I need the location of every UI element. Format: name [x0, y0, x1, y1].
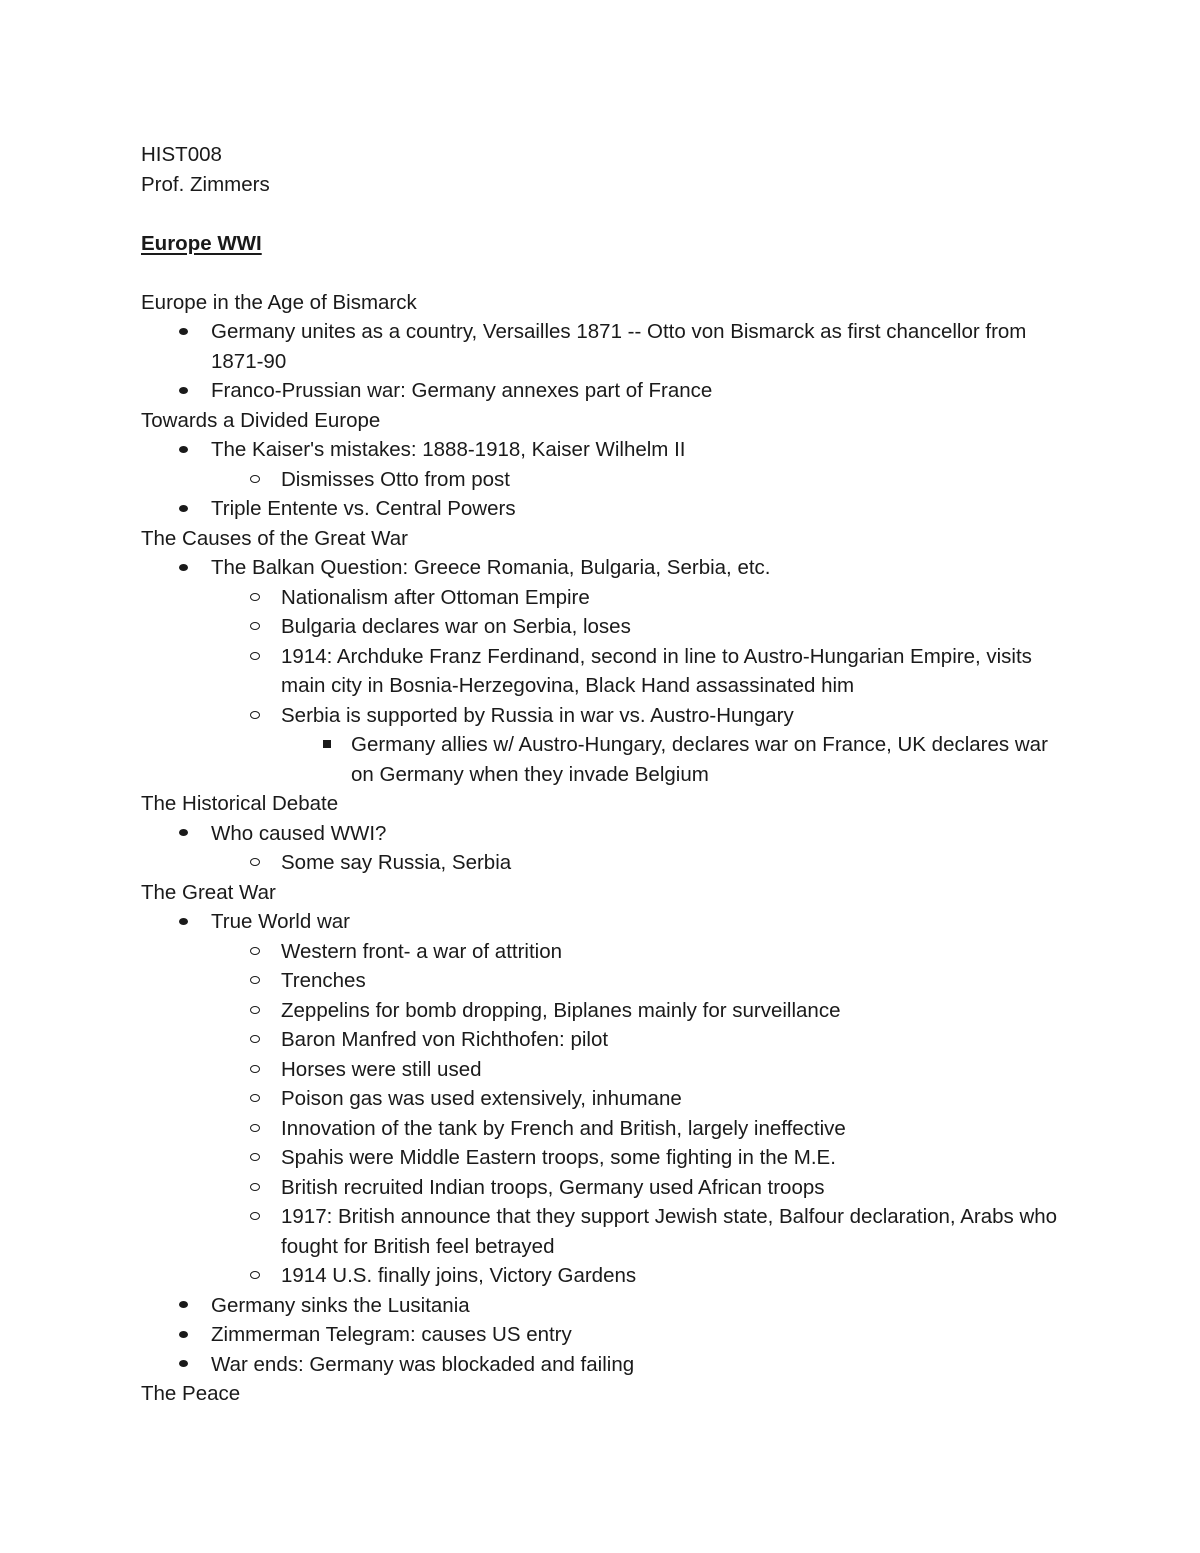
list-item-text: 1914 U.S. finally joins, Victory Gardens	[281, 1264, 637, 1287]
list-item-text: Nationalism after Ottoman Empire	[281, 585, 590, 609]
document-page	[141, 140, 1071, 1409]
bullet-circle-icon	[245, 1173, 265, 1203]
list-item	[211, 1202, 1071, 1261]
list-item-text: Triple Entente vs. Central Powers	[211, 497, 516, 520]
bullet-disc-icon	[173, 435, 193, 465]
list-item	[141, 317, 1071, 376]
bullet-circle-icon	[245, 848, 265, 878]
list-item-text: Some say Russia, Serbia	[281, 851, 512, 874]
list-item-text: Serbia is supported by Russia in war vs. Austro-Hungary	[281, 703, 794, 727]
bullet-circle-icon	[245, 1202, 265, 1232]
bullet-list-level-2	[211, 848, 1071, 878]
list-item-text: True World war	[211, 910, 350, 933]
bullet-circle-icon	[245, 612, 265, 642]
spacer	[141, 199, 1071, 229]
list-item-text: Franco-Prussian war: Germany annexes part of France	[211, 379, 713, 402]
bullet-circle-icon	[245, 937, 265, 967]
bullet-disc-icon	[173, 1350, 193, 1380]
list-item	[141, 1350, 1071, 1380]
section-heading: The Peace	[141, 1382, 241, 1405]
list-item	[141, 819, 1071, 878]
list-item	[141, 907, 1071, 1291]
list-item	[211, 701, 1071, 790]
bullet-disc-icon	[173, 1320, 193, 1350]
list-item	[141, 1291, 1071, 1321]
bullet-circle-icon	[245, 1084, 265, 1114]
bullet-list-level-2	[211, 465, 1071, 495]
list-item-text: The Kaiser's mistakes: 1888-1918, Kaiser Wilhelm II	[211, 438, 686, 461]
section-heading: Europe in the Age of Bismarck	[141, 290, 417, 314]
list-item-text: Baron Manfred von Richthofen: pilot	[281, 1028, 609, 1051]
bullet-disc-icon	[173, 494, 193, 524]
bullet-list-level-1	[141, 907, 1071, 1379]
bullet-circle-icon	[245, 1261, 265, 1291]
list-item	[141, 1320, 1071, 1350]
list-item-text: Germany allies w/ Austro-Hungary, declares war on France, UK declares war on Germany when they invade Belgium	[351, 733, 1048, 786]
section-heading: The Great War	[141, 880, 276, 904]
bullet-circle-icon	[245, 1143, 265, 1173]
list-item-text: British recruited Indian troops, Germany used African troops	[281, 1175, 825, 1199]
list-item	[211, 996, 1071, 1026]
spacer	[141, 258, 1071, 288]
list-item-text: War ends: Germany was blockaded and failing	[211, 1352, 635, 1376]
list-item-text: Bulgaria declares war on Serbia, loses	[281, 615, 631, 638]
list-item	[211, 1025, 1071, 1055]
list-item	[211, 1143, 1071, 1173]
bullet-circle-icon	[245, 1025, 265, 1055]
list-item	[141, 435, 1071, 494]
bullet-circle-icon	[245, 583, 265, 613]
list-item	[211, 1261, 1071, 1291]
professor-name: Prof. Zimmers	[141, 172, 270, 196]
list-item	[211, 583, 1071, 613]
bullet-circle-icon	[245, 1055, 265, 1085]
list-item	[211, 1084, 1071, 1114]
list-item-text: 1917: British announce that they support Jewish state, Balfour declaration, Arabs who fought for British feel betrayed	[281, 1205, 1058, 1258]
list-item-text: Spahis were Middle Eastern troops, some fighting in the M.E.	[281, 1146, 836, 1169]
bullet-disc-icon	[173, 553, 193, 583]
bullet-circle-icon	[245, 465, 265, 495]
section-heading: The Historical Debate	[141, 792, 339, 815]
list-item	[211, 966, 1071, 996]
list-item-text: Zeppelins for bomb dropping, Biplanes mainly for surveillance	[281, 998, 841, 1022]
bullet-circle-icon	[245, 701, 265, 731]
list-item	[211, 1055, 1071, 1085]
list-item	[211, 642, 1071, 701]
list-item	[141, 376, 1071, 406]
list-item	[141, 494, 1071, 524]
notes-body	[141, 288, 1071, 1409]
bullet-square-icon	[317, 730, 337, 760]
list-item-text: Who caused WWI?	[211, 821, 387, 845]
list-item-text: Zimmerman Telegram: causes US entry	[211, 1323, 572, 1346]
list-item-text: Germany unites as a country, Versailles 1871 -- Otto von Bismarck as first chancellor from 1871-90	[211, 320, 1027, 373]
bullet-disc-icon	[173, 376, 193, 406]
list-item	[211, 1173, 1071, 1203]
list-item	[211, 848, 1071, 878]
list-item-text: The Balkan Question: Greece Romania, Bulgaria, Serbia, etc.	[211, 556, 771, 579]
bullet-list-level-3	[281, 730, 1071, 789]
bullet-list-level-1	[141, 435, 1071, 524]
list-item	[211, 1114, 1071, 1144]
list-item-text: 1914: Archduke Franz Ferdinand, second in line to Austro-Hungarian Empire, visits main city in Bosnia-Herzegovina, Black Hand assassinated him	[281, 644, 1032, 697]
bullet-circle-icon	[245, 642, 265, 672]
list-item	[141, 553, 1071, 789]
list-item	[211, 937, 1071, 967]
bullet-list-level-1	[141, 553, 1071, 789]
bullet-circle-icon	[245, 996, 265, 1026]
list-item	[211, 612, 1071, 642]
section-heading: The Causes of the Great War	[141, 526, 408, 550]
list-item-text: Western front- a war of attrition	[281, 939, 563, 963]
document-title: Europe WWI	[141, 231, 262, 255]
section-heading: Towards a Divided Europe	[141, 408, 381, 432]
bullet-list-level-2	[211, 937, 1071, 1291]
bullet-list-level-1	[141, 819, 1071, 878]
list-item	[211, 465, 1071, 495]
bullet-circle-icon	[245, 966, 265, 996]
list-item-text: Horses were still used	[281, 1057, 482, 1081]
course-code: HIST008	[141, 143, 222, 166]
bullet-list-level-1	[141, 317, 1071, 406]
list-item-text: Innovation of the tank by French and British, largely ineffective	[281, 1116, 846, 1140]
list-item-text: Trenches	[281, 969, 366, 992]
bullet-disc-icon	[173, 819, 193, 849]
list-item-text: Dismisses Otto from post	[281, 467, 510, 491]
bullet-disc-icon	[173, 1291, 193, 1321]
bullet-disc-icon	[173, 907, 193, 937]
bullet-circle-icon	[245, 1114, 265, 1144]
bullet-list-level-2	[211, 583, 1071, 790]
list-item-text: Germany sinks the Lusitania	[211, 1293, 470, 1317]
bullet-disc-icon	[173, 317, 193, 347]
list-item-text: Poison gas was used extensively, inhumane	[281, 1087, 682, 1110]
list-item	[281, 730, 1071, 789]
